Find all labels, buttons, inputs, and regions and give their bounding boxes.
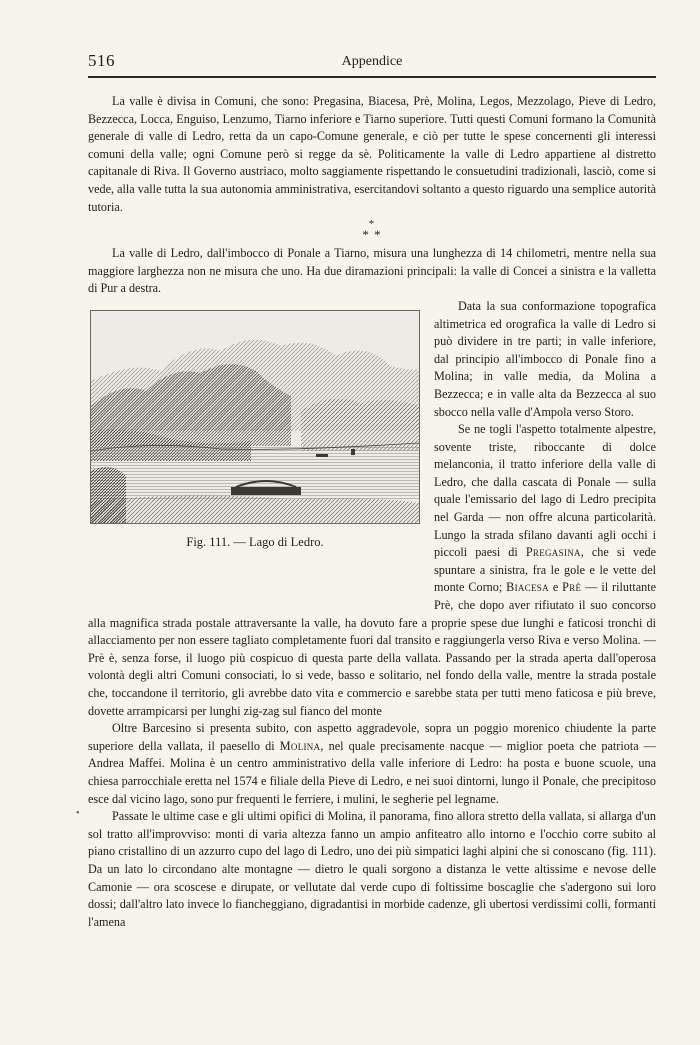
text-run: , che si vede spuntare a sinistra, fra le gole e le vette del monte Corno;	[434, 545, 657, 595]
text-run: — il riluttante Prè, che dopo aver rifiutato il suo concorso alla magnifica strada postale attraversante la valle, ha dovuto fare a proprie spese due lunghi e faticosi tronchi di allacciamento per non essere tagliato completamente fuori dal transito e raggiungerla verso Riva e verso Molina. — Prè è, senza forse, il luogo più cospicuo di questa parte della vallata. Passando per la strada aperta dall'operosa volontà degli altri Comuni consociati, lo si vede, basso e solitario, nel fondo della valle, mentre la strada postale che, toccandone il territorio, gli avrebbe dato vita e commercio e sarebbe stata per tutti meno faticosa e più breve, dovette arrampicarsi per lunghi zig-zag sul fianco del monte	[88, 580, 657, 718]
text-run: e	[552, 580, 559, 595]
place-name-pre: Prè	[562, 580, 582, 595]
place-name-molina: Molina	[279, 738, 321, 753]
page-header	[88, 50, 656, 78]
asterism-top: *	[368, 218, 376, 231]
section-asterism	[88, 220, 656, 242]
figure-111	[88, 302, 422, 599]
text-run: Oltre Barcesino si presenta subito, con aspetto aggradevole, sopra un poggio morenico chiudente la parte superiore della vallata, il paesello di	[88, 721, 656, 753]
place-name-pregasina: Pregasina	[525, 545, 581, 560]
place-name-biacesa: Biacesa	[506, 580, 549, 595]
figure-caption: Fig. 111. — Lago di Ledro.	[186, 534, 324, 549]
page-number: 516	[88, 51, 115, 70]
text-run: Se ne togli l'aspetto totalmente alpestre, sovente triste, riboccante di dolce melanconia, il tratto inferiore della valle di Ledro, che dalla cascata di Ponale — sulla quale l'emissario del lago di Ledro precipita nel Garda — non offre alcuna particolarità. Lungo la strada sfilano davanti agli occhi i piccoli paesi di	[434, 422, 656, 560]
paragraph-three-parts: Data la sua conformazione topografica altimetrica ed orografica la valle di Ledro si può dividere in tre parti; in valle inferiore, dal principio all'imbocco di Ponale fino a Molina; in valle media, da Molina a Bezzecca; e in valle alta da Bezzecca al suo sbocco nella valle d'Ampola verso Storo.	[434, 298, 656, 419]
lake-landscape-engraving-icon	[90, 310, 420, 524]
running-title: Appendice	[341, 54, 403, 69]
paragraph-length: La valle di Ledro, dall'imbocco di Ponale a Tiarno, misura una lunghezza di 14 chilometri, mentre nella sua maggiore larghezza non ne misura che uno. Ha due diramazioni principali: la valle di Concei a sinistra e la valletta di Pur a destra.	[88, 246, 656, 296]
paragraph-communes: La valle è divisa in Comuni, che sono: Pregasina, Biacesa, Prè, Molina, Legos, Mezzolago, Pieve di Ledro, Bezzecca, Locca, Enguiso, Lenzumo, Tiarno inferiore e Tiarno superiore. Tutti questi Comuni formano la Comunità generale di valle di Ledro, retta da un capo-Comune generale, e ciò per tutte le spese concernenti gli interessi comuni della valle; ogni Comune però si regge da sè. Politicamente la valle di Ledro appartiene al distretto capitanale di Riva. Il Governo austriaco, molto saggiamente rispettando le consuetudini tradizionali, lasciò, come si vede, alla valle tutta la sua autonomia amministrativa, esercitandovi soltanto a questo riguardo una semplice autorità tutoria.	[88, 94, 656, 214]
body-text	[88, 93, 656, 931]
paragraph-molina	[88, 720, 656, 808]
paragraph-lake: Passate le ultime case e gli ultimi opifici di Molina, il panorama, fino allora stretto della vallata, si allarga d'un sol tratto all'improvviso: monti di varia altezza fanno un ampio anfiteatro allo intorno e l'occhio corre subito al piano cristallino di un azzurro cupo del lago di Ledro, uno dei più simpatici laghi alpini che si conoscano (fig. 111). Da un lato lo circondano alte montagne — dietro le quali sorgono a distanza le vette altissime e nevose delle Camonie — ora scoscese e dirupate, or vellutate dal verde cupo di foltissime boscaglie che s'adergono sui loro dossi; dall'altro lato invece lo fiancheggiano, digradantisi in morbide cadenze, gli ubertosi verdissimi colli, formanti l'amena	[88, 809, 656, 929]
asterism-bottom: * *	[362, 227, 382, 243]
margin-mark: •	[76, 808, 80, 819]
text-run: , nel quale precisamente nacque — miglior poeta che patriota — Andrea Maffei. Molina è un centro amministrativo della valle inferiore di Ledro: ha posta e buone scuole, una chiesa parrocchiale eretta nel 1574 e filiale della Pieve di Ledro, e nei suoi dintorni, lungo il Ponale, che precipitoso esce dal vicino lago, sono pur frequenti le ferriere, i mulini, le segherie pel legname.	[88, 738, 656, 806]
lake-engraving-svg	[91, 311, 419, 523]
